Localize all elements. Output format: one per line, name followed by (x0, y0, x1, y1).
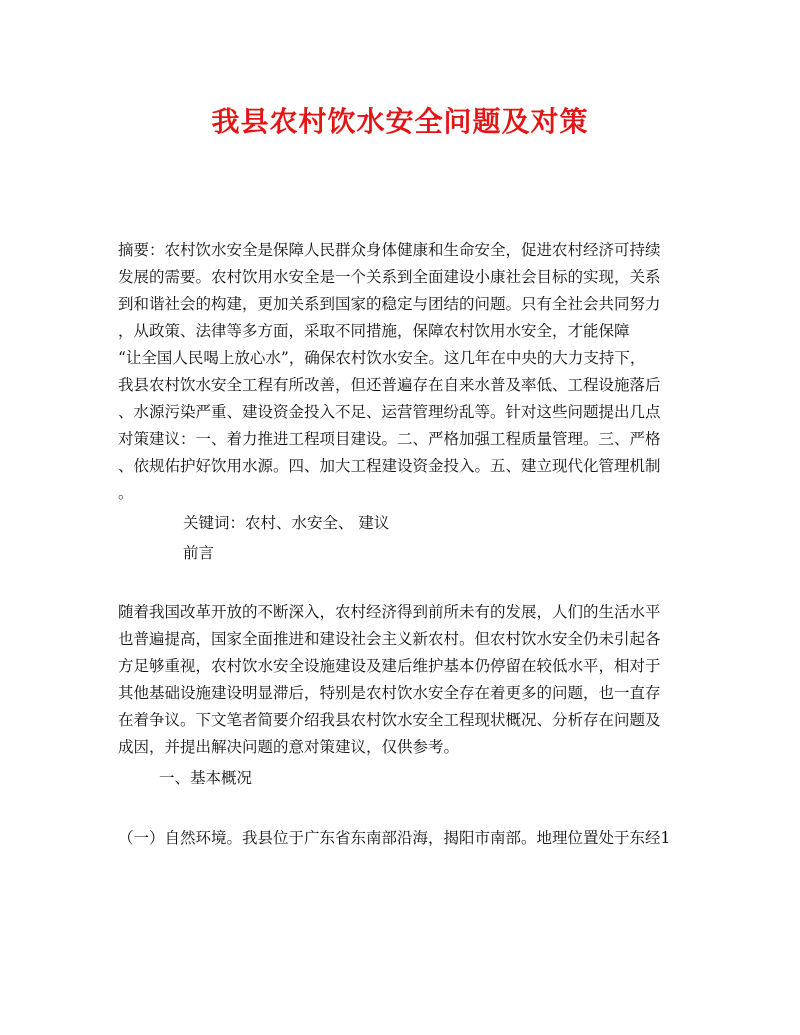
document-title: 我县农村饮水安全问题及对策 (211, 105, 589, 138)
preface-line-1: 随着我国改革开放的不断深入，农村经济得到前所未有的发展，人们的生活水平 (118, 603, 661, 621)
abstract-line-7: 、水源污染严重、建设资金投入不足、运营管理纷乱等。针对这些问题提出几点 (118, 403, 661, 421)
preface-heading: 前言 (183, 544, 215, 562)
abstract-line-5: “让全国人民喝上放心水”，确保农村饮水安全。这几年在中央的大力支持下， (118, 349, 646, 367)
preface-line-3: 方足够重视，农村饮水安全设施建设及建后维护基本仍停留在较低水平，相对于 (118, 657, 661, 675)
abstract-line-3: 到和谐社会的构建，更加关系到国家的稳定与团结的问题。只有全社会共同努力 (118, 295, 661, 313)
section-heading-1: 一、基本概况 (159, 769, 253, 787)
abstract-line-2: 发展的需要。农村饮用水安全是一个关系到全面建设小康社会目标的实现，关系 (118, 268, 661, 286)
abstract-line-8: 对策建议：一、着力推进工程项目建设。二、严格加强工程质量管理。三、严格 (118, 430, 661, 448)
keywords: 关键词：农村、水安全、 建议 (183, 514, 390, 532)
preface-line-2: 也普遍提高，国家全面推进和建设社会主义新农村。但农村饮水安全仍未引起各 (118, 630, 661, 648)
preface-line-4: 其他基础设施建设明显滞后，特别是农村饮水安全存在着更多的问题，也一直存 (118, 684, 661, 702)
abstract-line-4: ，从政策、法律等多方面，采取不同措施，保障农村饮用水安全，才能保障 (118, 322, 630, 340)
preface-line-5: 在着争议。下文笔者简要介绍我县农村饮水安全工程现状概况、分析存在问题及 (118, 711, 661, 729)
abstract-line-6: 我县农村饮水安全工程有所改善，但还普遍存在自来水普及率低、工程设施落后 (118, 376, 661, 394)
preface-line-6: 成因，并提出解决问题的意对策建议，仅供参考。 (118, 738, 460, 756)
abstract-line-10: 。 (118, 484, 134, 502)
abstract-line-9: 、依规佑护好饮用水源。四、加大工程建设资金投入。五、建立现代化管理机制 (118, 457, 661, 475)
section1-first-line: （一）自然环境。我县位于广东省东南部沿海，揭阳市南部。地理位置处于东经1 (118, 829, 671, 847)
abstract-line-1: 摘要：农村饮水安全是保障人民群众身体健康和生命安全，促进农村经济可持续 (118, 241, 661, 259)
